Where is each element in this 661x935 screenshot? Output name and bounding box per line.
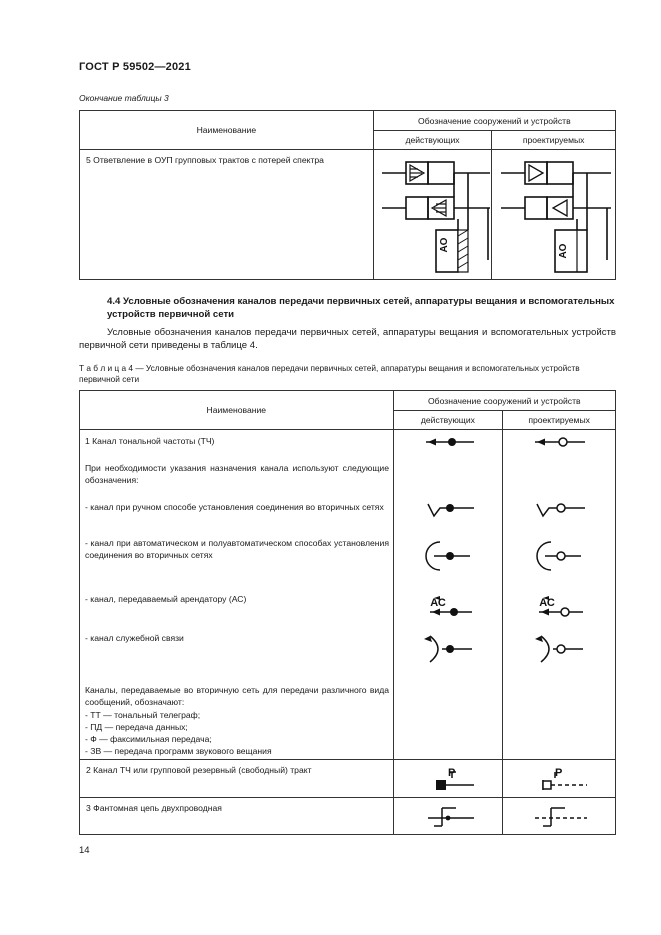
- table4-header-designation: Обозначение сооружений и устройств: [393, 391, 615, 411]
- section-paragraph: Условные обозначения каналов передачи первичных сетей, аппаратуры вещания и вспомогательных устройств первичной сети приведены в таблице 4.: [79, 327, 616, 351]
- existing-symbols: [394, 430, 504, 850]
- ao-label-planned: АО: [558, 243, 569, 259]
- code-item: - ПД — передача данных;: [85, 722, 188, 732]
- table3-header-name: Наименование: [80, 111, 374, 150]
- code-item: - ТТ — тональный телеграф;: [85, 710, 201, 720]
- table3-header-designation: Обозначение сооружений и устройств: [373, 111, 615, 131]
- table4-caption: Т а б л и ц а 4 — Условные обозначения каналов передачи первичных сетей, аппаратуры вещания и вспомогательных устройств первичной сети: [79, 363, 580, 384]
- table4-row3-name: 3 Фантомная цепь двухпроводная: [80, 798, 394, 835]
- table4-row2-name: 2 Канал ТЧ или групповой резервный (свободный) тракт: [80, 760, 394, 798]
- code-item: - Ф — факсимильная передача;: [85, 734, 212, 744]
- lease-label-existing: АС: [430, 597, 446, 609]
- table3-header-planned: проектируемых: [492, 131, 616, 150]
- table4-header-existing: действующих: [393, 411, 503, 430]
- section-title: 4.4 Условные обозначения каналов передачи первичных сетей, аппаратуры вещания и вспомогательных устройств первичной сети: [107, 296, 615, 320]
- reserve-label-planned: Р: [555, 767, 563, 779]
- table4-header-name: Наименование: [80, 391, 394, 430]
- row1-item-service: - канал служебной связи: [85, 633, 184, 643]
- document-header: ГОСТ Р 59502—2021: [79, 61, 191, 73]
- table4-header-planned: проектируемых: [503, 411, 616, 430]
- ao-label-existing: АО: [439, 237, 450, 253]
- planned-symbols: [503, 430, 615, 850]
- table3-row5-name: 5 Ответвление в ОУП групповых трактов с потерей спектра: [80, 150, 374, 280]
- row1-item-lease: - канал, передаваемый арендатору (АС): [85, 594, 247, 604]
- row1-item-manual: - канал при ручном способе установления соединения во вторичных сетях: [85, 502, 384, 512]
- row1-title: 1 Канал тональной частоты (ТЧ): [85, 436, 215, 446]
- row1-secondary-intro: Каналы, передаваемые во вторичную сеть для передачи различного вида сообщений, обозначают:: [85, 685, 389, 707]
- row1-intro: При необходимости указания назначения канала используют следующие обозначения:: [85, 463, 389, 485]
- branch-symbol-planned: [491, 150, 616, 280]
- page-number: 14: [79, 845, 90, 856]
- row1-codes-list: [85, 709, 389, 757]
- row1-item-auto: - канал при автоматическом и полуавтоматическом способах установления соединения во вторичных сетях: [85, 538, 389, 560]
- reserve-label-existing: Р: [448, 767, 456, 779]
- table-continuation-label: Окончание таблицы 3: [79, 93, 169, 103]
- branch-symbol-existing: [374, 150, 494, 280]
- table3-header-existing: действующих: [373, 131, 492, 150]
- lease-label-planned: АС: [539, 597, 555, 609]
- code-item: - ЗВ — передача программ звукового вещания: [85, 746, 272, 756]
